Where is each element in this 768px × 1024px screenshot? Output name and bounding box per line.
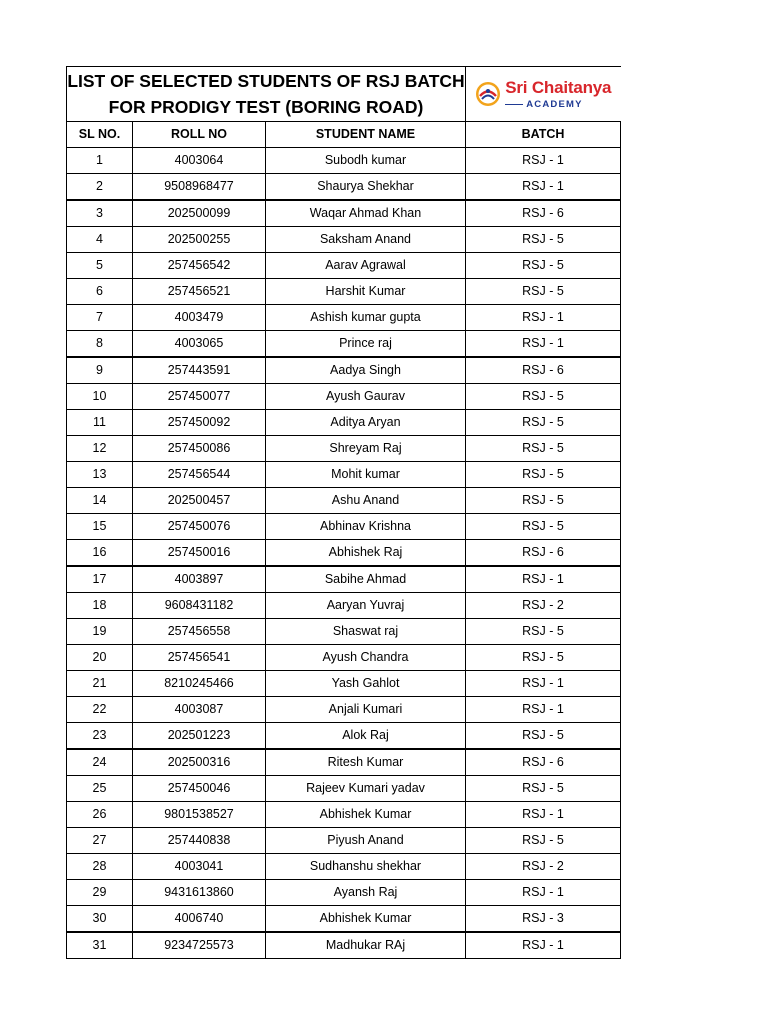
batch-cell: RSJ - 5 — [466, 227, 621, 253]
batch-cell: RSJ - 5 — [466, 384, 621, 410]
sl-no-cell: 25 — [67, 776, 133, 802]
roll-no-cell: 8210245466 — [133, 671, 266, 697]
sl-no-cell: 8 — [67, 331, 133, 358]
student-name-cell: Harshit Kumar — [266, 279, 466, 305]
batch-cell: RSJ - 6 — [466, 540, 621, 567]
batch-cell: RSJ - 1 — [466, 174, 621, 201]
table-row — [67, 540, 621, 567]
sl-no-cell: 27 — [67, 828, 133, 854]
sl-no-cell: 10 — [67, 384, 133, 410]
student-name-cell: Yash Gahlot — [266, 671, 466, 697]
roll-no-cell: 257450092 — [133, 410, 266, 436]
student-name-cell: Ritesh Kumar — [266, 749, 466, 776]
sl-no-cell: 28 — [67, 854, 133, 880]
table-row — [67, 331, 621, 358]
roll-no-cell: 257450076 — [133, 514, 266, 540]
roll-no-cell: 257456542 — [133, 253, 266, 279]
roll-no-cell: 4003897 — [133, 566, 266, 593]
roll-no-cell: 4003041 — [133, 854, 266, 880]
batch-cell: RSJ - 1 — [466, 566, 621, 593]
sl-no-cell: 19 — [67, 619, 133, 645]
student-rows — [67, 148, 621, 959]
sl-no-cell: 9 — [67, 357, 133, 384]
batch-cell: RSJ - 5 — [466, 436, 621, 462]
table-row — [67, 854, 621, 880]
sl-no-cell: 24 — [67, 749, 133, 776]
sl-no-cell: 2 — [67, 174, 133, 201]
table-row — [67, 514, 621, 540]
batch-cell: RSJ - 1 — [466, 932, 621, 959]
student-name-cell: Madhukar RAj — [266, 932, 466, 959]
student-name-cell: Rajeev Kumari yadav — [266, 776, 466, 802]
header-row — [67, 122, 621, 148]
table-row — [67, 253, 621, 279]
student-name-cell: Abhishek Kumar — [266, 906, 466, 933]
student-name-cell: Prince raj — [266, 331, 466, 358]
sl-no-cell: 20 — [67, 645, 133, 671]
column-header-student-name: STUDENT NAME — [266, 122, 466, 148]
sl-no-cell: 31 — [67, 932, 133, 959]
logo-subtitle: ACADEMY — [526, 98, 583, 110]
sl-no-cell: 4 — [67, 227, 133, 253]
roll-no-cell: 9608431182 — [133, 593, 266, 619]
roll-no-cell: 9801538527 — [133, 802, 266, 828]
sl-no-cell: 11 — [67, 410, 133, 436]
roll-no-cell: 257443591 — [133, 357, 266, 384]
batch-cell: RSJ - 6 — [466, 357, 621, 384]
table-row — [67, 410, 621, 436]
batch-cell: RSJ - 5 — [466, 279, 621, 305]
column-header-batch: BATCH — [466, 122, 621, 148]
sl-no-cell: 18 — [67, 593, 133, 619]
student-name-cell: Ashish kumar gupta — [266, 305, 466, 331]
table-row — [67, 723, 621, 750]
batch-cell: RSJ - 1 — [466, 305, 621, 331]
logo-subtitle-line — [505, 99, 582, 110]
student-name-cell: Sudhanshu shekhar — [266, 854, 466, 880]
roll-no-cell: 4003087 — [133, 697, 266, 723]
batch-cell: RSJ - 6 — [466, 200, 621, 227]
sri-chaitanya-logo — [466, 79, 621, 110]
batch-cell: RSJ - 3 — [466, 906, 621, 933]
sl-no-cell: 5 — [67, 253, 133, 279]
sl-no-cell: 13 — [67, 462, 133, 488]
student-name-cell: Abhinav Krishna — [266, 514, 466, 540]
sl-no-cell: 1 — [67, 148, 133, 174]
roll-no-cell: 257450016 — [133, 540, 266, 567]
batch-cell: RSJ - 1 — [466, 880, 621, 906]
student-name-cell: Ayush Chandra — [266, 645, 466, 671]
sl-no-cell: 22 — [67, 697, 133, 723]
roll-no-cell: 202500255 — [133, 227, 266, 253]
academy-emblem-icon — [475, 81, 501, 107]
page-title: LIST OF SELECTED STUDENTS OF RSJ BATCH FOR PRODIGY TEST (BORING ROAD) — [67, 67, 466, 122]
batch-cell: RSJ - 1 — [466, 331, 621, 358]
table-row — [67, 776, 621, 802]
table-row — [67, 697, 621, 723]
student-name-cell: Abhishek Raj — [266, 540, 466, 567]
student-name-cell: Shreyam Raj — [266, 436, 466, 462]
student-name-cell: Shaswat raj — [266, 619, 466, 645]
batch-cell: RSJ - 5 — [466, 462, 621, 488]
student-name-cell: Saksham Anand — [266, 227, 466, 253]
roll-no-cell: 202500316 — [133, 749, 266, 776]
logo-rule-left — [505, 104, 523, 105]
table-row — [67, 200, 621, 227]
batch-cell: RSJ - 5 — [466, 828, 621, 854]
sl-no-cell: 26 — [67, 802, 133, 828]
table-row — [67, 932, 621, 959]
roll-no-cell: 202500099 — [133, 200, 266, 227]
student-name-cell: Aarav Agrawal — [266, 253, 466, 279]
batch-cell: RSJ - 1 — [466, 671, 621, 697]
student-name-cell: Ayansh Raj — [266, 880, 466, 906]
student-name-cell: Aaryan Yuvraj — [266, 593, 466, 619]
batch-cell: RSJ - 1 — [466, 802, 621, 828]
sl-no-cell: 6 — [67, 279, 133, 305]
batch-cell: RSJ - 6 — [466, 749, 621, 776]
logo-brand-name: Sri Chaitanya — [505, 77, 612, 97]
batch-cell: RSJ - 5 — [466, 619, 621, 645]
roll-no-cell: 257450086 — [133, 436, 266, 462]
roll-no-cell: 4003064 — [133, 148, 266, 174]
sl-no-cell: 7 — [67, 305, 133, 331]
table-row — [67, 593, 621, 619]
roll-no-cell: 257456544 — [133, 462, 266, 488]
student-name-cell: Ashu Anand — [266, 488, 466, 514]
roll-no-cell: 4003479 — [133, 305, 266, 331]
sl-no-cell: 14 — [67, 488, 133, 514]
batch-cell: RSJ - 1 — [466, 148, 621, 174]
student-name-cell: Abhishek Kumar — [266, 802, 466, 828]
batch-cell: RSJ - 5 — [466, 723, 621, 750]
sl-no-cell: 23 — [67, 723, 133, 750]
students-table — [66, 66, 621, 959]
roll-no-cell: 202501223 — [133, 723, 266, 750]
table-row — [67, 384, 621, 410]
roll-no-cell: 257456541 — [133, 645, 266, 671]
student-name-cell: Sabihe Ahmad — [266, 566, 466, 593]
roll-no-cell: 202500457 — [133, 488, 266, 514]
batch-cell: RSJ - 5 — [466, 645, 621, 671]
student-name-cell: Alok Raj — [266, 723, 466, 750]
table-row — [67, 436, 621, 462]
roll-no-cell: 4003065 — [133, 331, 266, 358]
table-row — [67, 305, 621, 331]
roll-no-cell: 257456558 — [133, 619, 266, 645]
batch-cell: RSJ - 5 — [466, 253, 621, 279]
student-name-cell: Shaurya Shekhar — [266, 174, 466, 201]
table-row — [67, 227, 621, 253]
student-name-cell: Waqar Ahmad Khan — [266, 200, 466, 227]
selected-students-sheet — [66, 66, 620, 959]
roll-no-cell: 4006740 — [133, 906, 266, 933]
column-header-roll-no: ROLL NO — [133, 122, 266, 148]
sl-no-cell: 21 — [67, 671, 133, 697]
roll-no-cell: 9234725573 — [133, 932, 266, 959]
table-row — [67, 802, 621, 828]
table-row — [67, 279, 621, 305]
sl-no-cell: 15 — [67, 514, 133, 540]
batch-cell: RSJ - 5 — [466, 410, 621, 436]
batch-cell: RSJ - 1 — [466, 697, 621, 723]
table-row — [67, 671, 621, 697]
table-row — [67, 749, 621, 776]
roll-no-cell: 257456521 — [133, 279, 266, 305]
sl-no-cell: 30 — [67, 906, 133, 933]
table-row — [67, 880, 621, 906]
student-name-cell: Ayush Gaurav — [266, 384, 466, 410]
table-row — [67, 462, 621, 488]
student-name-cell: Subodh kumar — [266, 148, 466, 174]
column-header-sl-no: SL NO. — [67, 122, 133, 148]
batch-cell: RSJ - 2 — [466, 854, 621, 880]
table-row — [67, 174, 621, 201]
student-name-cell: Mohit kumar — [266, 462, 466, 488]
roll-no-cell: 257450077 — [133, 384, 266, 410]
title-row — [67, 67, 621, 122]
sl-no-cell: 29 — [67, 880, 133, 906]
logo-cell — [466, 67, 621, 122]
sl-no-cell: 3 — [67, 200, 133, 227]
sl-no-cell: 16 — [67, 540, 133, 567]
sl-no-cell: 17 — [67, 566, 133, 593]
roll-no-cell: 9431613860 — [133, 880, 266, 906]
table-row — [67, 619, 621, 645]
batch-cell: RSJ - 5 — [466, 776, 621, 802]
batch-cell: RSJ - 5 — [466, 488, 621, 514]
roll-no-cell: 9508968477 — [133, 174, 266, 201]
table-row — [67, 828, 621, 854]
table-row — [67, 148, 621, 174]
student-name-cell: Aditya Aryan — [266, 410, 466, 436]
student-name-cell: Aadya Singh — [266, 357, 466, 384]
batch-cell: RSJ - 5 — [466, 514, 621, 540]
table-row — [67, 566, 621, 593]
roll-no-cell: 257440838 — [133, 828, 266, 854]
table-row — [67, 645, 621, 671]
student-name-cell: Piyush Anand — [266, 828, 466, 854]
roll-no-cell: 257450046 — [133, 776, 266, 802]
table-row — [67, 357, 621, 384]
batch-cell: RSJ - 2 — [466, 593, 621, 619]
table-row — [67, 906, 621, 933]
table-row — [67, 488, 621, 514]
student-name-cell: Anjali Kumari — [266, 697, 466, 723]
sl-no-cell: 12 — [67, 436, 133, 462]
